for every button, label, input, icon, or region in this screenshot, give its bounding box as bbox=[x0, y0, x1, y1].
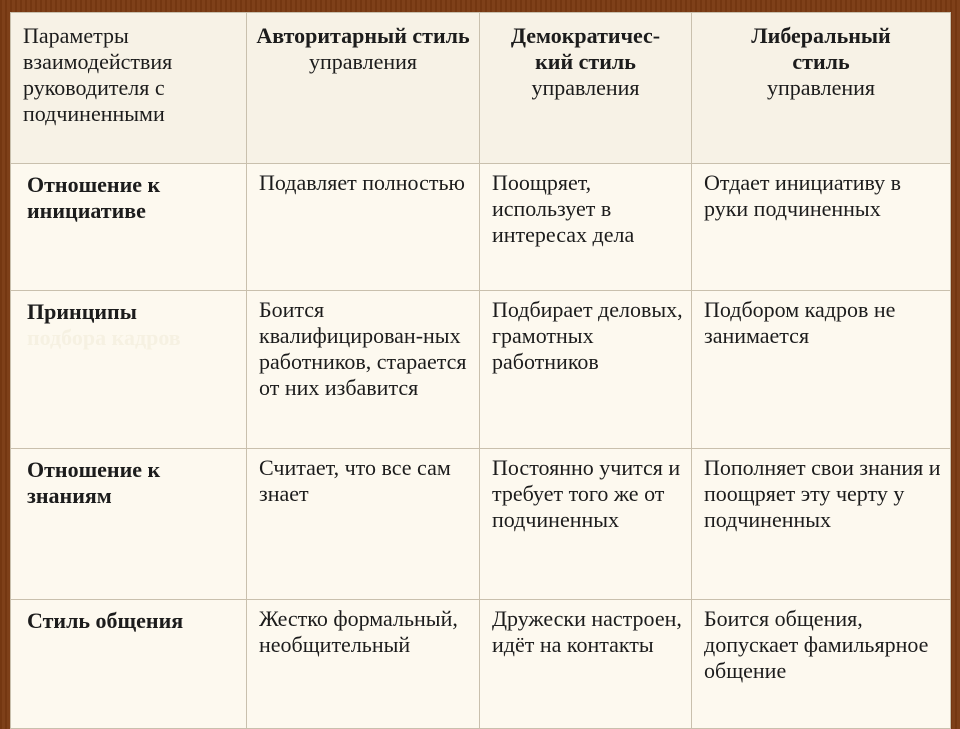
cell-democratic: Постоянно учится и требует того же от подчиненных bbox=[480, 449, 692, 600]
table-row bbox=[11, 164, 951, 291]
row-label-initiative: Отношение к инициативе bbox=[11, 164, 247, 291]
table-header-row bbox=[11, 13, 951, 164]
header-democratic bbox=[480, 13, 692, 164]
cell-democratic: Дружески настроен, идёт на контакты bbox=[480, 600, 692, 729]
cell-democratic: Поощряет, использует в интересах дела bbox=[480, 164, 692, 291]
header-democratic-rest: управления bbox=[531, 75, 640, 100]
cell-liberal: Пополняет свои знания и поощряет эту черту у подчиненных bbox=[692, 449, 951, 600]
cell-authoritarian: Подавляет полностью bbox=[247, 164, 480, 291]
row-label-selection bbox=[11, 291, 247, 449]
table-row bbox=[11, 600, 951, 729]
header-liberal bbox=[692, 13, 951, 164]
cell-authoritarian: Считает, что все сам знает bbox=[247, 449, 480, 600]
header-liberal-bold-1: Либеральный bbox=[751, 23, 891, 48]
table-row bbox=[11, 449, 951, 600]
cell-liberal: Отдает инициативу в руки подчиненных bbox=[692, 164, 951, 291]
cell-authoritarian: Жестко формальный, необщительный bbox=[247, 600, 480, 729]
row-label-selection-faint: подбора кадров bbox=[27, 325, 181, 350]
header-parameters bbox=[11, 13, 247, 164]
header-democratic-bold-1: Демократичес- bbox=[510, 23, 661, 48]
header-authoritarian-rest: управления bbox=[308, 49, 418, 74]
header-liberal-rest: управления bbox=[766, 75, 876, 100]
header-democratic-bold-2: кий стиль bbox=[535, 49, 636, 74]
header-authoritarian-bold: Авторитарный стиль bbox=[256, 23, 470, 48]
row-label-selection-main: Принципы bbox=[27, 299, 137, 324]
header-liberal-bold-2: стиль bbox=[792, 49, 850, 74]
cell-liberal: Подбором кадров не занимается bbox=[692, 291, 951, 449]
header-parameters-text: Параметры взаимодействия руководителя с подчиненными bbox=[23, 23, 173, 126]
cell-liberal: Боится общения, допускает фамильярное общение bbox=[692, 600, 951, 729]
row-label-communication: Стиль общения bbox=[11, 600, 247, 729]
management-styles-table bbox=[10, 12, 951, 729]
cell-authoritarian: Боится квалифицирован-ных работников, старается от них избавится bbox=[247, 291, 480, 449]
slide bbox=[10, 12, 950, 716]
row-label-knowledge: Отношение к знаниям bbox=[11, 449, 247, 600]
cell-democratic: Подбирает деловых, грамотных работников bbox=[480, 291, 692, 449]
header-authoritarian bbox=[247, 13, 480, 164]
table-row bbox=[11, 291, 951, 449]
